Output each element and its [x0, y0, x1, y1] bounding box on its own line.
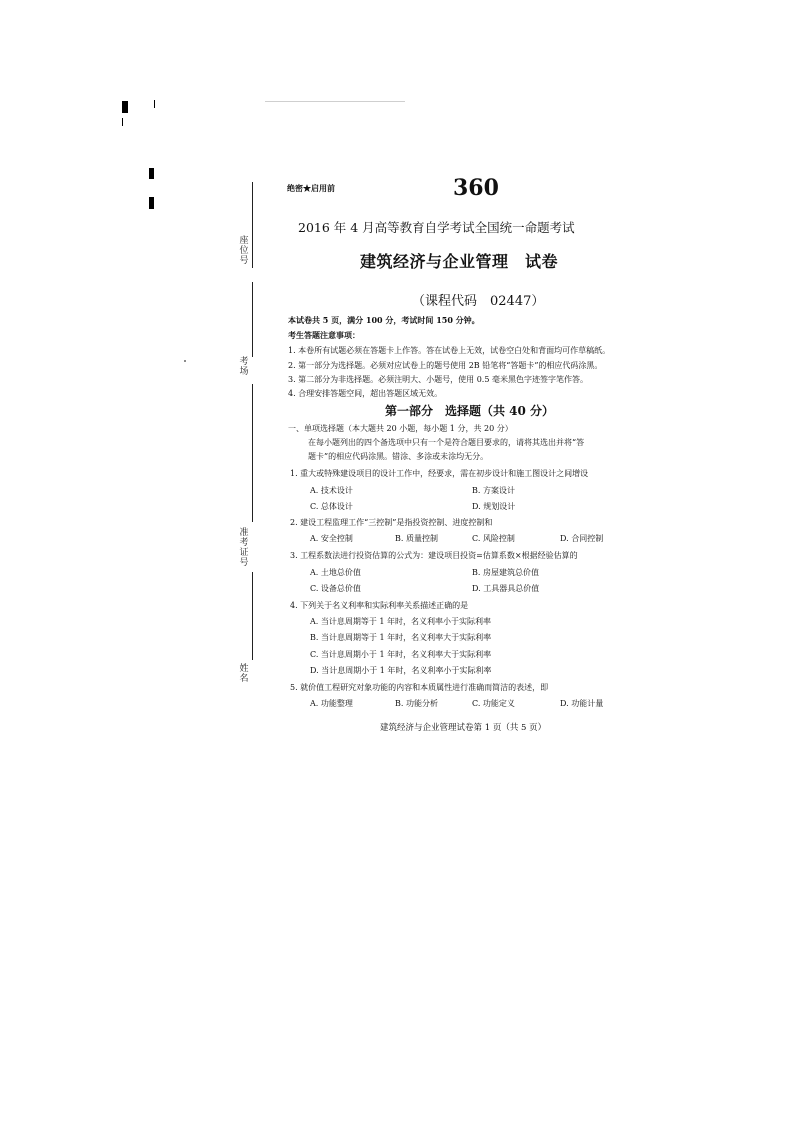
question-stem: 3. 工程系数法进行投资估算的公式为：建设项目投资=估算系数×根据经验估算的: [290, 551, 578, 560]
answer-option: A. 技术设计: [310, 486, 353, 495]
binding-line: [252, 384, 253, 522]
answer-option: C. 总体设计: [310, 502, 353, 511]
scan-speck: [184, 360, 186, 362]
paper-summary: 本试卷共 5 页，满分 100 分，考试时间 150 分钟。: [288, 315, 480, 325]
course-code: （课程代码 02447）: [412, 294, 545, 309]
answer-option: B. 房屋建筑总价值: [472, 568, 539, 577]
scan-mark: [265, 101, 405, 102]
page-footer: 建筑经济与企业管理试卷第 1 页（共 5 页）: [380, 723, 547, 733]
binding-line: [252, 572, 253, 660]
scan-mark: [154, 100, 155, 108]
answer-option: A. 当计息周期等于 1 年时，名义利率小于实际利率: [310, 617, 492, 626]
note-item: 1. 本卷所有试题必须在答题卡上作答。答在试卷上无效，试卷空白处和背面均可作草稿纸。: [288, 346, 611, 355]
answer-option: D. 当计息周期小于 1 年时，名义利率小于实际利率: [310, 666, 492, 675]
answer-option: D. 合同控制: [560, 534, 604, 543]
answer-option: C. 功能定义: [472, 699, 515, 708]
secret-label: 绝密★启用前: [287, 183, 335, 193]
ticket-number-label: 准考证号: [239, 528, 249, 568]
answer-option: C. 设备总价值: [310, 584, 361, 593]
note-item: 4. 合理安排答题空间，超出答题区域无效。: [288, 389, 443, 398]
scan-mark: [122, 101, 128, 113]
section-instruction: 题卡”的相应代码涂黑。错涂、多涂或未涂均无分。: [308, 452, 489, 461]
question-stem: 5. 就价值工程研究对象功能的内容和本质属性进行准确而简洁的表述，即: [290, 683, 549, 692]
question-stem: 1. 重大或特殊建设项目的设计工作中，经要求，需在初步设计和施工图设计之间增设: [290, 469, 589, 478]
section-instruction: 在每小题列出的四个备选项中只有一个是符合题目要求的，请将其选出并将“答: [308, 438, 585, 447]
scan-mark: [149, 197, 154, 209]
answer-option: D. 工具器具总价值: [472, 584, 540, 593]
scan-mark: [149, 168, 154, 179]
answer-option: C. 当计息周期小于 1 年时，名义利率大于实际利率: [310, 650, 492, 659]
note-item: 2. 第一部分为选择题。必须对应试卷上的题号使用 2B 铅笔将“答题卡”的相应代码涂黑。: [288, 361, 603, 370]
answer-option: A. 土地总价值: [310, 568, 361, 577]
seat-number-label: 座位号: [239, 236, 249, 266]
answer-option: D. 规划设计: [472, 502, 516, 511]
answer-option: B. 当计息周期等于 1 年时，名义利率大于实际利率: [310, 633, 492, 642]
answer-option: B. 功能分析: [395, 699, 438, 708]
question-stem: 4. 下列关于名义利率和实际利率关系描述正确的是: [290, 601, 469, 610]
section-title: 第一部分 选择题（共 40 分）: [385, 404, 555, 418]
exam-room-label: 考场: [239, 357, 249, 377]
notes-title: 考生答题注意事项：: [288, 330, 360, 340]
note-item: 3. 第二部分为非选择题。必须注明大、小题号，使用 0.5 毫米黑色字迹签字笔作答。: [288, 375, 588, 384]
binding-line: [252, 282, 253, 357]
question-stem: 2. 建设工程监理工作“三控制”是指投资控制、进度控制和: [290, 518, 493, 527]
binding-line: [252, 182, 253, 268]
answer-option: A. 安全控制: [310, 534, 353, 543]
answer-option: D. 功能计量: [560, 699, 604, 708]
section-heading: 一、单项选择题（本大题共 20 小题，每小题 1 分，共 20 分）: [288, 424, 513, 433]
paper-code-number: 360: [453, 175, 499, 201]
answer-option: B. 质量控制: [395, 534, 438, 543]
answer-option: A. 功能整理: [310, 699, 353, 708]
exam-title: 2016 年 4 月高等教育自学考试全国统一命题考试: [298, 220, 575, 235]
scan-mark: [122, 118, 123, 126]
name-label: 姓名: [239, 664, 249, 684]
answer-option: C. 风险控制: [472, 534, 515, 543]
paper-title: 建筑经济与企业管理 试卷: [360, 252, 559, 271]
answer-option: B. 方案设计: [472, 486, 515, 495]
